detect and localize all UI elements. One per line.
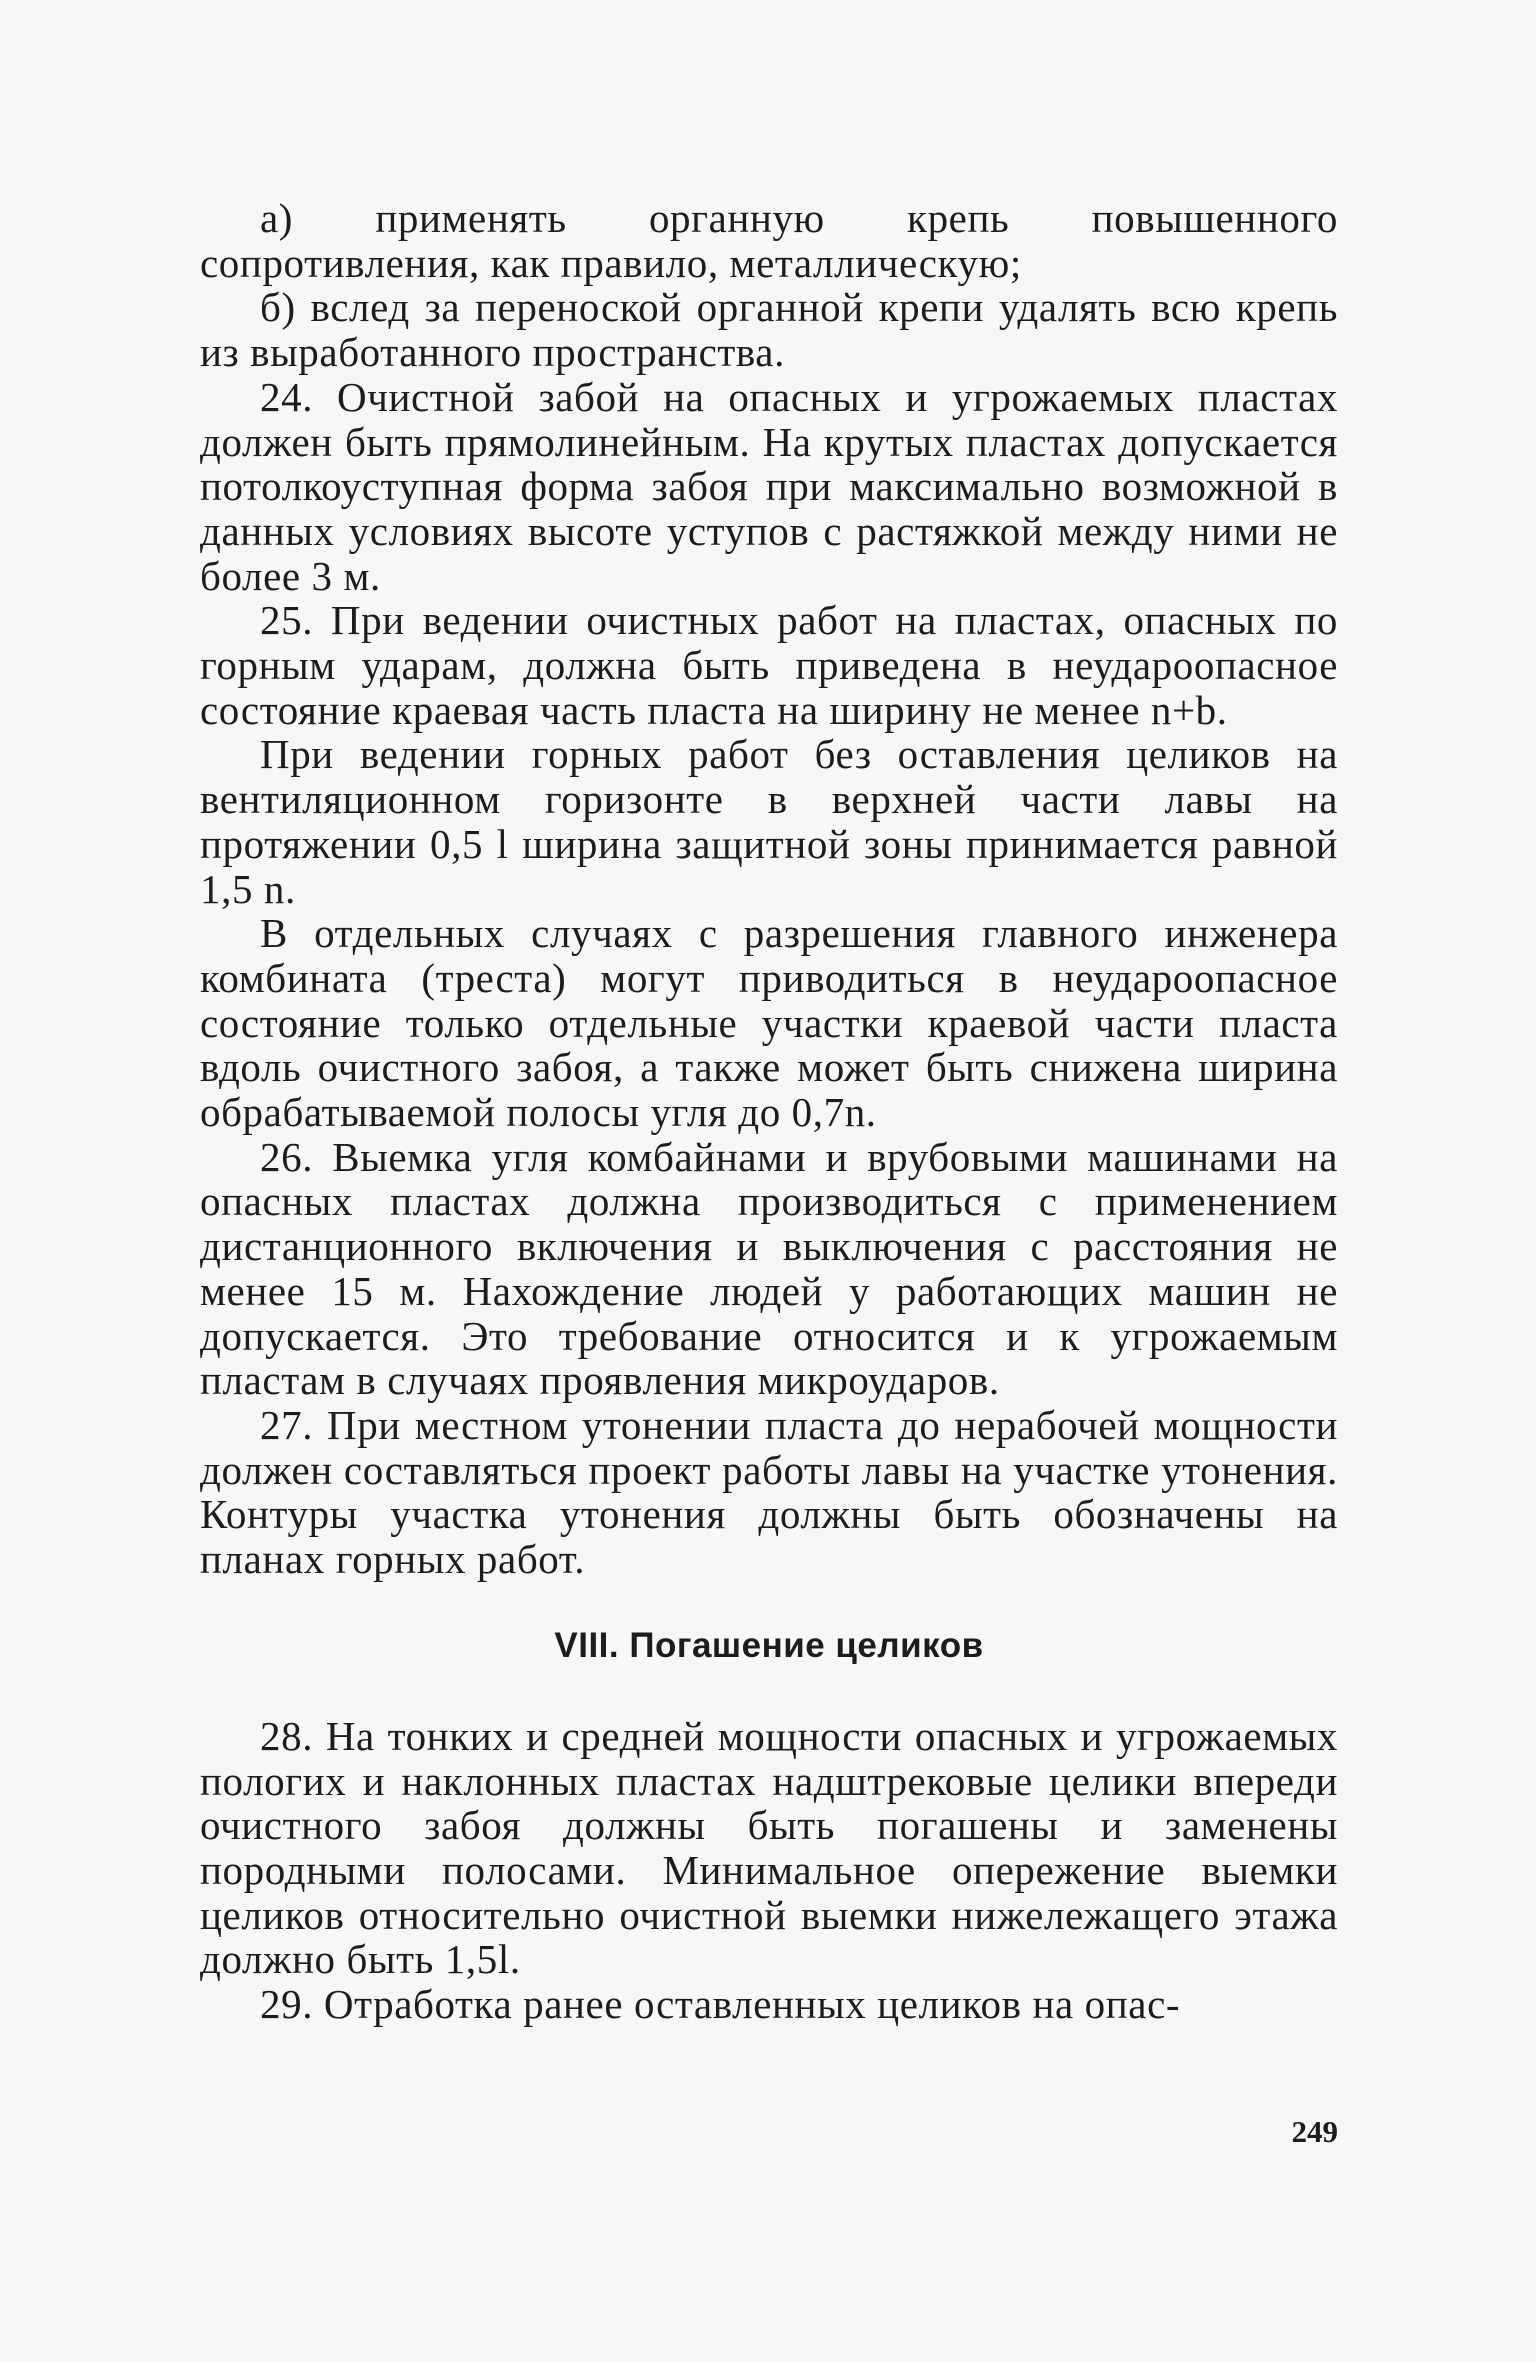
section-heading: VIII. Погашение целиков <box>554 1625 984 1665</box>
page-number: 249 <box>1291 2114 1338 2149</box>
paragraph-25-exception: В отдельных случаях с разрешения главного инженера комбината (треста) могут приводиться в неудароопасное состояние только отдельные участки краевой части пласта вдоль очистного забоя, а также может быть снижена ширина обрабатываемой полосы угля до 0,7n. <box>200 910 1338 1136</box>
paragraph-b-item: б) вслед за переноской органной крепи удалять всю крепь из выработанного пространства. <box>200 284 1338 376</box>
paragraph-a-item: а) применять органную крепь повышенного сопротивления, как правило, металлическую; <box>200 195 1338 286</box>
paragraph-27: 27. При местном утонении пласта до нерабочей мощности должен составляться проект работы лавы на участке утонения. Контуры участка утонения должны быть обозначены на планах горных работ. <box>200 1401 1338 1583</box>
paragraph-25-continued: При ведении горных работ без оставления целиков на вентиляционном горизонте в верхней части лавы на протяжении 0,5 l ширина защитной зоны принимается равной 1,5 n. <box>200 731 1338 912</box>
text-column <box>200 196 1338 2027</box>
paragraph-28: 28. На тонких и средней мощности опасных и угрожаемых пологих и наклонных пластах надштрековые целики впереди очистного забоя должны быть погашены и заменены породными полосами. Минимальное опережение выемки целиков относительно очистной выемки нижележащего этажа должно быть 1,5l. <box>200 1712 1338 1983</box>
paragraph-24: 24. Очистной забой на опасных и угрожаемых пластах должен быть прямолинейным. На крутых пластах допускается потолкоуступная форма забоя при максимально возможной в данных условиях высоте уступов с растяжкой между ними не более 3 м. <box>200 373 1338 599</box>
paragraph-29-start: 29. Отработка ранее оставленных целиков на опас- <box>260 1981 1181 2028</box>
paragraph-25: 25. При ведении очистных работ на пластах, опасных по горным ударам, должна быть приведена в неудароопасное состояние краевая часть пласта на ширину не менее n+b. <box>200 597 1338 733</box>
paragraph-26: 26. Выемка угля комбайнами и врубовыми машинами на опасных пластах должна производиться с применением дистанционного включения и выключения с расстояния не менее 15 м. Нахождение людей у работающих машин не допускается. Это требование относится и к угрожаемым пластам в случаях проявления микроударов. <box>200 1133 1338 1404</box>
